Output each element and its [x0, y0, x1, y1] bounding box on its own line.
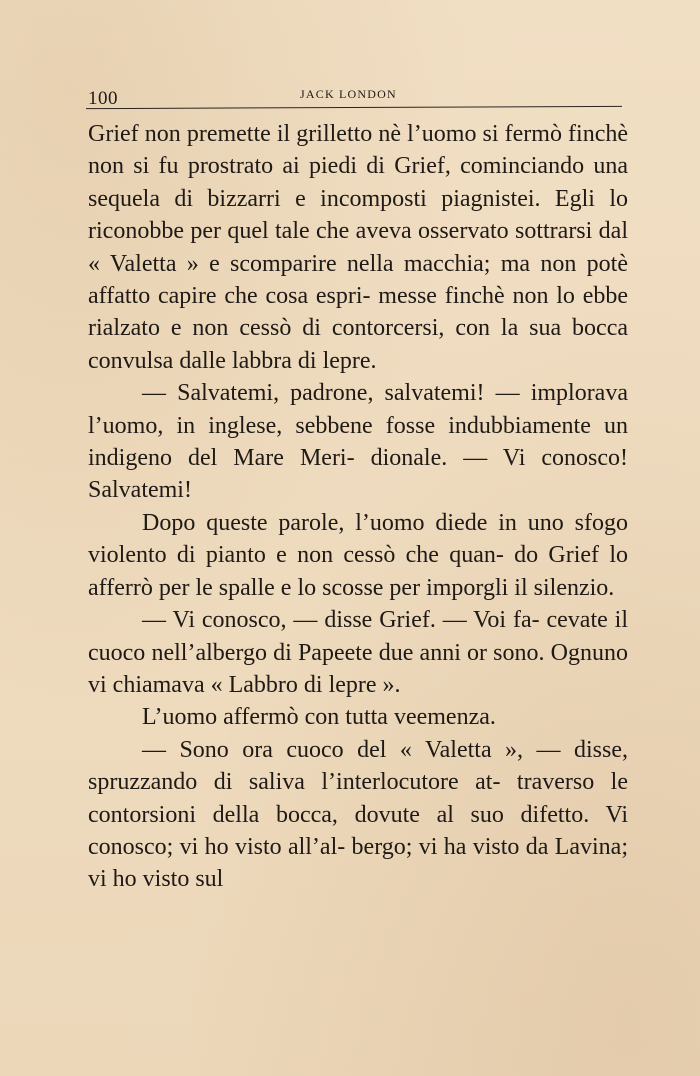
page-number: 100 — [88, 88, 118, 109]
paragraph: L’uomo affermò con tutta veemenza. — [142, 704, 496, 731]
paragraph: Grief non premette il grilletto nè l’uomo si fermò finchè non si fu prostrato ai piedi di Grief, cominciando una sequela di bizzarri e incomposti piagnistei. Egli lo riconobbe per quel tale che aveva osservato sottrarsi dal « Valetta » e scomparire nella macchia; ma non potè affatto capire che cosa espri- messe finchè non lo ebbe rialzato e non cessò di contorcersi, con la sua bocca convulsa dalle labbra di lepre. — [88, 121, 628, 374]
page-header — [86, 84, 622, 109]
paragraph: Dopo queste parole, l’uomo diede in uno sfogo violento di pianto e non cessò che quan- do Grief lo afferrò per le spalle e lo scosse per imporgli il silenzio. — [88, 509, 628, 601]
paragraph: — Salvatemi, padrone, salvatemi! — implorava l’uomo, in inglese, sebbene fosse indubbiamente un indigeno del Mare Meri- dionale. — Vi conosco! Salvatemi! — [88, 380, 628, 504]
body-text — [88, 118, 628, 896]
paragraph: — Sono ora cuoco del « Valetta », — disse, spruzzando di saliva l’interlocutore at- traverso le contorsioni della bocca, dovute al suo difetto. Vi conosco; vi ho visto all’al- bergo; vi ha visto da Lavina; vi ho visto sul — [88, 736, 628, 893]
header-rule — [86, 106, 622, 109]
running-head: JACK LONDON — [300, 87, 397, 101]
paragraph: — Vi conosco, — disse Grief. — Voi fa- cevate il cuoco nell’albergo di Papeete due anni or sono. Ognuno vi chiamava « Labbro di lepre ». — [88, 607, 628, 698]
